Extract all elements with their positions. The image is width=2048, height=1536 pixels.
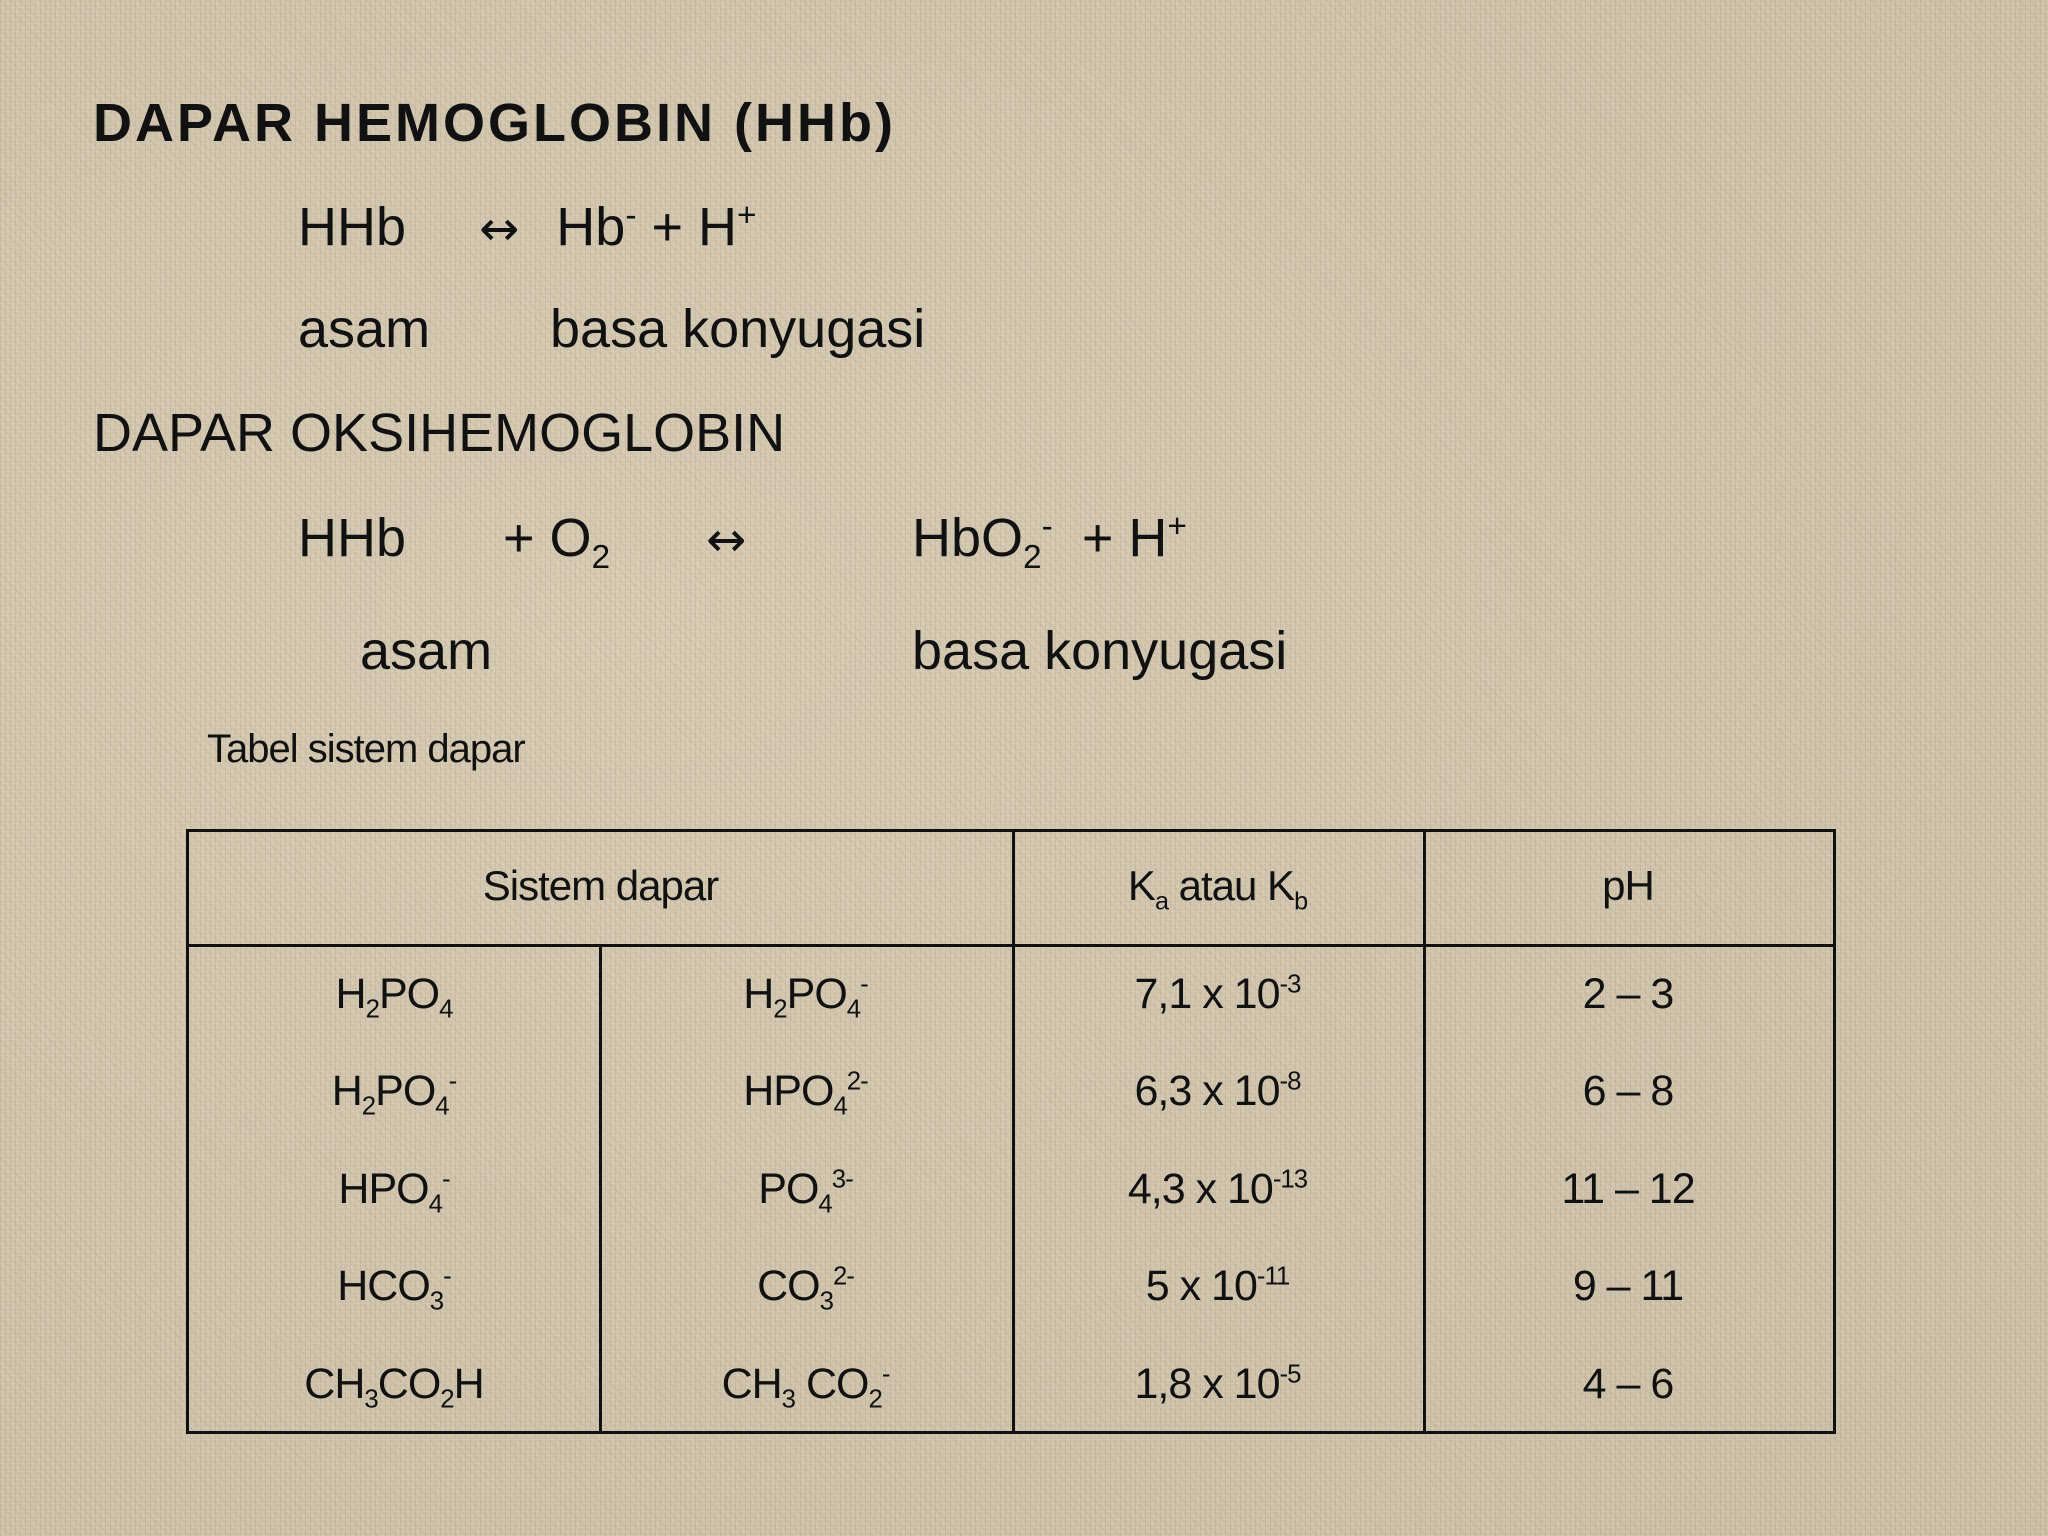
table-header-divider (189, 944, 1833, 947)
hemoglobin-base-label: basa konyugasi (550, 299, 926, 359)
cell-acid: $HCO_3^-$ (337, 1262, 451, 1316)
cell-ph: 6 – 8 (1582, 1067, 1674, 1115)
cell-acid: $CH_3CO_2H$ (304, 1360, 484, 1414)
cell-acid: $H_2PO_4$ (335, 970, 453, 1024)
equilibrium-arrow-icon: ↔ (479, 201, 520, 257)
hemoglobin-acid-label: asam (298, 299, 431, 359)
oxy-acid-label: asam (360, 621, 493, 681)
buffer-system-table (186, 829, 1836, 1434)
oxy-oxygen: + $O_2$ (503, 508, 611, 576)
equation-reactant: HHb (298, 197, 407, 257)
equation-product: Hb- (556, 197, 637, 257)
table-caption: Tabel sistem dapar (207, 727, 525, 771)
header-system: Sistem dapar (482, 862, 719, 909)
cell-base: $HPO_4^{2-}$ (743, 1067, 868, 1121)
oxyhemoglobin-title: DAPAR OKSIHEMOGLOBIN (93, 403, 786, 463)
equilibrium-arrow-icon: ↔ (706, 512, 747, 568)
cell-base: $CO_3^{2-}$ (757, 1262, 854, 1316)
oxy-product: HbO$_2$- + H+ (912, 508, 1187, 576)
cell-k: 7,1 x $10^{-3}$ (1134, 970, 1301, 1018)
hemoglobin-equation (298, 196, 757, 258)
cell-base: $H_2PO_4^-$ (743, 970, 868, 1024)
header-ph: pH (1602, 862, 1654, 909)
cell-k: 4,3 x $10^{-13}$ (1127, 1165, 1308, 1213)
table-column-divider (1423, 832, 1426, 1431)
table-column-divider (1012, 832, 1015, 1431)
equation-proton: + H+ (651, 197, 757, 257)
cell-k: 5 x $10^{-11}$ (1145, 1262, 1290, 1310)
cell-acid: $HPO_4^-$ (338, 1165, 450, 1219)
oxy-reactant: HHb (298, 508, 407, 568)
cell-ph: 4 – 6 (1582, 1360, 1674, 1408)
hemoglobin-title: DAPAR HEMOGLOBIN (HHb) (93, 93, 896, 153)
cell-k: 6,3 x $10^{-8}$ (1134, 1067, 1301, 1115)
cell-ph: 2 – 3 (1582, 970, 1674, 1018)
cell-ph: 11 – 12 (1561, 1165, 1695, 1213)
cell-k: 1,8 x $10^{-5}$ (1134, 1360, 1301, 1408)
cell-acid: $H_2PO_4^-$ (331, 1067, 457, 1121)
cell-base: $PO_4^{3-}$ (758, 1165, 853, 1219)
cell-ph: 9 – 11 (1572, 1262, 1684, 1310)
oxy-base-label: basa konyugasi (912, 621, 1288, 681)
header-k: $K_a$ atau $K_b$ (1127, 862, 1308, 916)
cell-base: $CH_3$ $CO_2^-$ (721, 1360, 890, 1414)
